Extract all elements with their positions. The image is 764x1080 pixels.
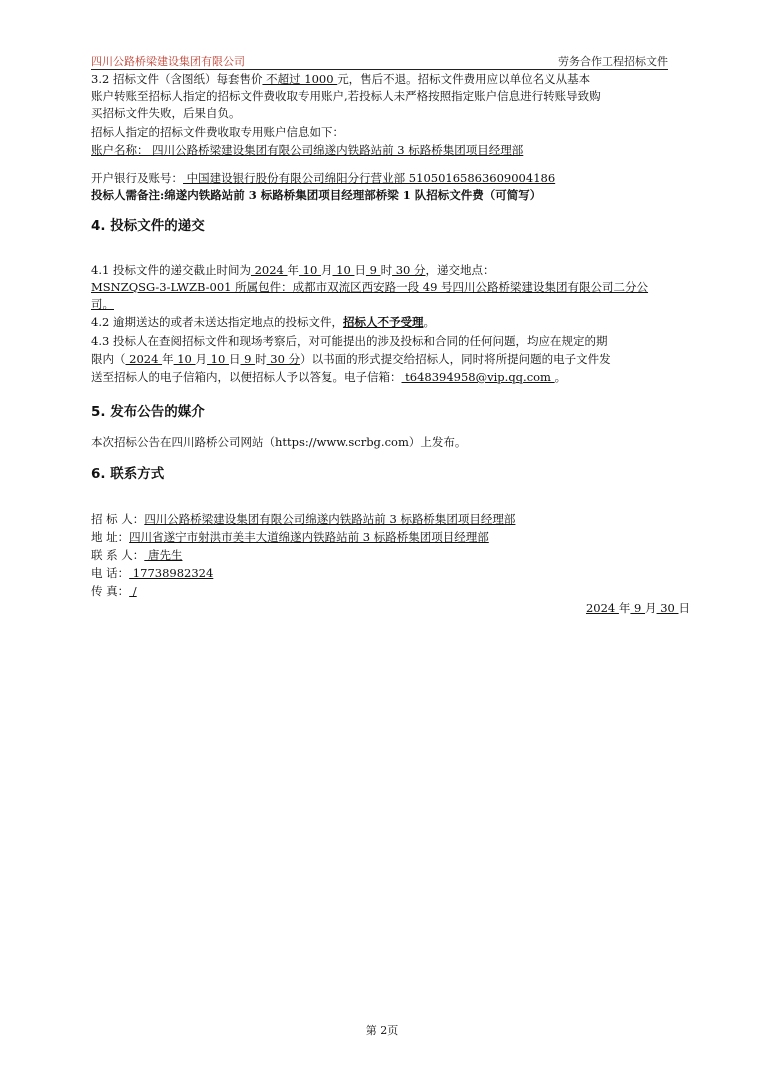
contact-address (91, 529, 489, 546)
sec4-p1-line-2: MSNZQSG-3-LWZB-001 所属包件：成都市双流区西安路一段 49 号四川公路桥梁建设集团有限公司二分公 (91, 280, 649, 294)
date-text: 日 (678, 601, 690, 615)
bank-account: 中国建设银行股份有限公司绵阳分行营业部 51050165863609004186 (183, 171, 556, 185)
sec4-text: 日 (228, 352, 241, 366)
sec4-text: 年 (287, 263, 300, 277)
section-6-title: 6. 联系方式 (91, 466, 165, 482)
sec3-text: 3.2 招标文件（含图纸）每套售价 (91, 72, 263, 86)
contact-person (91, 547, 182, 564)
question-minute: 30 分 (266, 352, 301, 366)
sec4-p1-line-3: 司。 (91, 297, 114, 311)
sec3-text: 元，售后不退。招标文件费用应以单位名义从基本 (337, 72, 591, 86)
sec3-line-2: 账户转账至招标人指定的招标文件费收取专用账户,若投标人未严格按照指定账户信息进行转账导致购 (91, 89, 601, 103)
sec4-text: 送至招标人的电子信箱内，以便招标人予以答复。电子信箱： (91, 370, 402, 384)
page-header (91, 53, 668, 70)
date-text: 月 (645, 601, 657, 615)
date-day: 30 (656, 601, 679, 615)
sec4-text: 时 (255, 352, 267, 366)
sec5-text: 本次招标公告在四川路桥公司网站（https://www.scrbg.com）上发布。 (91, 435, 467, 449)
sec4-p3-line-3 (91, 369, 566, 386)
section-5-title: 5. 发布公告的媒介 (91, 404, 205, 420)
sec4-p3-line-1: 4.3 投标人在查阅招标文件和现场考察后，对可能提出的涉及投标和合同的任何问题，均应在规定的期 (91, 334, 608, 348)
sec4-text: ，递交地点： (425, 263, 495, 277)
page-number: 第 2页 (365, 1024, 399, 1037)
contact-fax (91, 583, 137, 600)
question-year: 2024 (125, 352, 163, 366)
sec4-text: 4.1 投标文件的递交截止时间为 (91, 263, 251, 277)
sec3-line-3: 买招标文件失败，后果自负。 (91, 106, 241, 120)
contact-phone (91, 565, 213, 582)
sec4-text: 日 (354, 263, 366, 277)
address-value: 四川省遂宁市射洪市美丰大道绵遂内铁路站前 3 标路桥集团项目经理部 (129, 530, 489, 544)
contact-label: 联 系 人： (91, 548, 145, 562)
sec4-p2-line (91, 314, 435, 331)
bank-label: 开户银行及账号： (91, 171, 183, 185)
deadline-minute: 30 分 (392, 263, 426, 277)
deadline-month: 10 (299, 263, 321, 277)
question-month: 10 (173, 352, 196, 366)
email-address: t648394958@vip.qq.com (401, 370, 555, 384)
sec4-text: 月 (195, 352, 208, 366)
sec4-text: 。 (423, 315, 435, 329)
question-hour: 9 (240, 352, 256, 366)
sec4-p3-line-2 (91, 351, 611, 368)
date-month: 9 (630, 601, 646, 615)
sec4-text: 时 (380, 263, 393, 277)
deadline-day: 10 (332, 263, 355, 277)
header-doc-type: 劳务合作工程招标文件 (558, 55, 668, 68)
sec4-p1-line-1 (91, 262, 495, 279)
account-name: 账户名称： 四川公路桥梁建设集团有限公司绵遂内铁路站前 3 标路桥集团项目经理部 (91, 143, 524, 157)
announcement-date (586, 600, 690, 617)
deadline-year: 2024 (250, 263, 288, 277)
tenderer-value: 四川公路桥梁建设集团有限公司绵遂内铁路站前 3 标路桥集团项目经理部 (144, 512, 516, 526)
phone-value: 17738982324 (129, 566, 214, 580)
doc-price: 不超过 1000 (262, 72, 338, 86)
sec4-text: 年 (162, 352, 174, 366)
sec4-text: ）以书面的形式提交给招标人，同时将所提问题的电子文件发 (300, 352, 611, 366)
sec4-text: 。 (554, 370, 567, 384)
date-year: 2024 (585, 601, 619, 615)
tenderer-label: 招 标 人： (91, 512, 145, 526)
phone-label: 电 话： (91, 566, 130, 580)
section-4-title: 4. 投标文件的递交 (91, 218, 205, 234)
sec4-text: 限内（ (91, 352, 126, 366)
bank-account-line (91, 170, 555, 187)
fax-label: 传 真： (91, 584, 130, 598)
not-accepted-text: 招标人不予受理 (342, 315, 424, 329)
deadline-hour: 9 (365, 263, 381, 277)
date-text: 年 (618, 601, 631, 615)
sec4-text: 月 (320, 263, 333, 277)
header-company: 四川公路桥梁建设集团有限公司 (91, 55, 245, 68)
contact-value: 唐先生 (144, 548, 183, 562)
sec3-line-4: 招标人指定的招标文件费收取专用账户信息如下： (91, 125, 344, 139)
sec4-text: 4.2 逾期送达的或者未送达指定地点的投标文件， (91, 315, 343, 329)
sec3-line-1 (91, 71, 590, 88)
address-label: 地 址： (91, 530, 130, 544)
contact-tenderer (91, 511, 515, 528)
bidder-remark: 投标人需备注:绵遂内铁路站前 3 标路桥集团项目经理部桥梁 1 队招标文件费（可简写） (91, 188, 542, 202)
question-day: 10 (207, 352, 229, 366)
fax-value: / (129, 584, 137, 598)
